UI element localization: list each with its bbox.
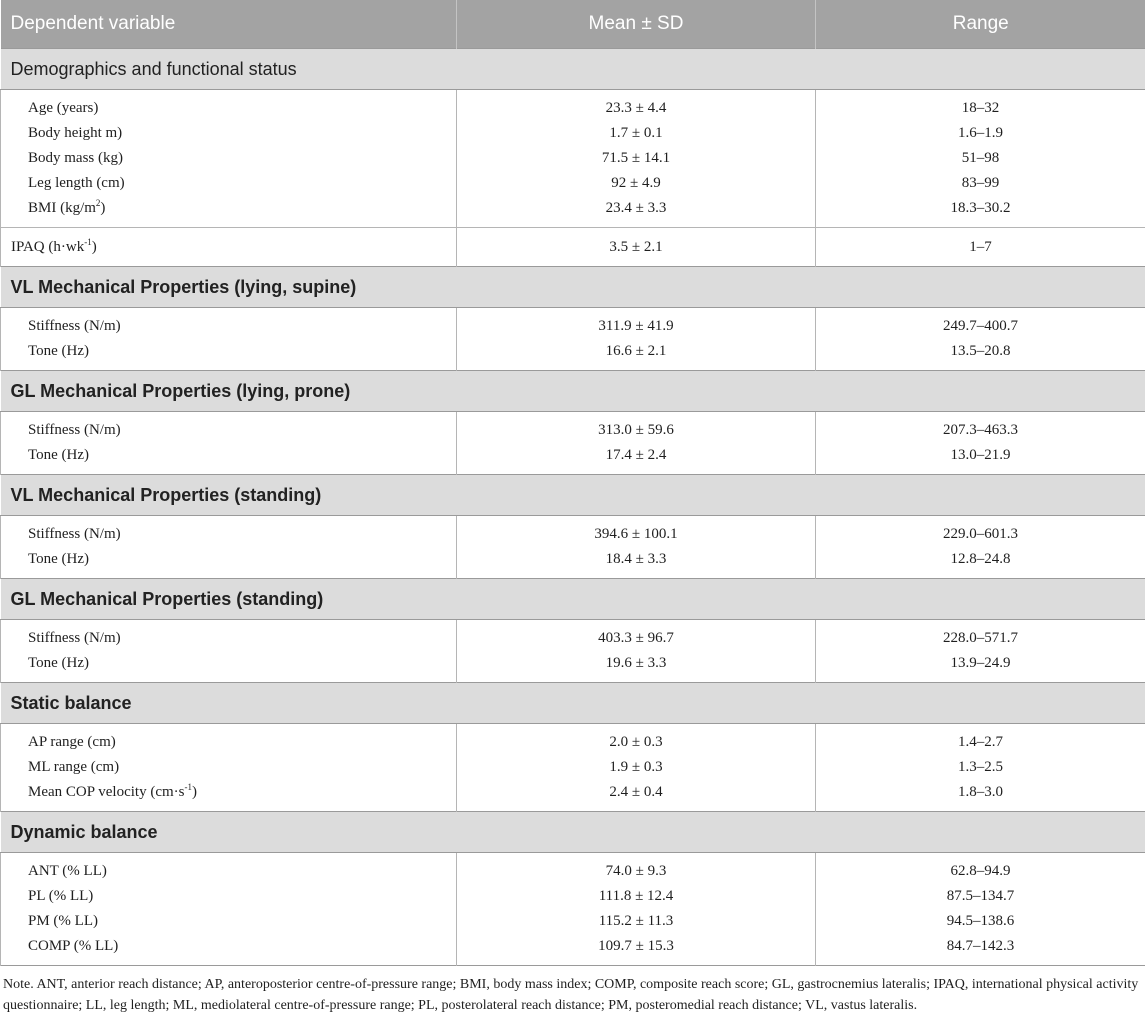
row-range: 1.3–2.5 bbox=[816, 755, 1145, 780]
label-superscript: -1 bbox=[84, 237, 92, 247]
row-label: Age (years) bbox=[1, 90, 457, 122]
row-label bbox=[1, 780, 457, 812]
row-mean: 17.4 ± 2.4 bbox=[457, 443, 816, 475]
row-label: Stiffness (N/m) bbox=[1, 412, 457, 444]
row-range: 51–98 bbox=[816, 146, 1145, 171]
row-mean: 1.7 ± 0.1 bbox=[457, 121, 816, 146]
label-text: IPAQ (h·wk bbox=[11, 239, 84, 255]
row-range: 18–32 bbox=[816, 90, 1145, 122]
header-dependent-variable: Dependent variable bbox=[1, 0, 457, 49]
row-label: Tone (Hz) bbox=[1, 651, 457, 683]
section-title: Demographics and functional status bbox=[1, 49, 1145, 90]
table-row bbox=[1, 196, 1145, 228]
label-text: Mean COP velocity (cm·s bbox=[28, 784, 185, 800]
header-mean-sd: Mean ± SD bbox=[457, 0, 816, 49]
section-title: VL Mechanical Properties (standing) bbox=[1, 475, 1145, 516]
row-mean: 394.6 ± 100.1 bbox=[457, 516, 816, 548]
row-range: 249.7–400.7 bbox=[816, 308, 1145, 340]
row-range: 228.0–571.7 bbox=[816, 620, 1145, 652]
table-row bbox=[1, 146, 1145, 171]
row-label: PL (% LL) bbox=[1, 884, 457, 909]
row-mean: 311.9 ± 41.9 bbox=[457, 308, 816, 340]
row-range: 87.5–134.7 bbox=[816, 884, 1145, 909]
row-mean: 109.7 ± 15.3 bbox=[457, 934, 816, 966]
label-text-end: ) bbox=[92, 239, 97, 255]
section-vl-lying bbox=[1, 267, 1145, 308]
row-mean: 3.5 ± 2.1 bbox=[457, 228, 816, 267]
row-label: ANT (% LL) bbox=[1, 853, 457, 885]
row-mean: 2.0 ± 0.3 bbox=[457, 724, 816, 756]
table-header-row bbox=[1, 0, 1145, 49]
row-mean: 1.9 ± 0.3 bbox=[457, 755, 816, 780]
table-row bbox=[1, 620, 1145, 652]
label-superscript: 2 bbox=[96, 198, 101, 208]
row-label: AP range (cm) bbox=[1, 724, 457, 756]
row-mean: 18.4 ± 3.3 bbox=[457, 547, 816, 579]
row-range: 1.4–2.7 bbox=[816, 724, 1145, 756]
row-label: Stiffness (N/m) bbox=[1, 308, 457, 340]
row-range: 1.6–1.9 bbox=[816, 121, 1145, 146]
table-row bbox=[1, 412, 1145, 444]
table-row bbox=[1, 516, 1145, 548]
section-title: VL Mechanical Properties (lying, supine) bbox=[1, 267, 1145, 308]
row-range: 207.3–463.3 bbox=[816, 412, 1145, 444]
row-label bbox=[1, 196, 457, 228]
row-range: 1–7 bbox=[816, 228, 1145, 267]
label-text: BMI (kg/m bbox=[28, 200, 96, 216]
row-mean: 403.3 ± 96.7 bbox=[457, 620, 816, 652]
table-footnote: Note. ANT, anterior reach distance; AP, anteroposterior centre-of-pressure range; BMI, body mass index; COMP, composite reach score; GL, gastrocnemius lateralis; IPAQ, international physical activity questionnaire; LL, leg length; ML, mediolateral centre-of-pressure range; PL, posterolateral reach distance; PM, posteromedial reach distance; VL, vastus lateralis. bbox=[0, 966, 1145, 1016]
table-row bbox=[1, 121, 1145, 146]
row-label: Stiffness (N/m) bbox=[1, 516, 457, 548]
row-range: 13.0–21.9 bbox=[816, 443, 1145, 475]
section-gl-standing bbox=[1, 579, 1145, 620]
row-mean: 74.0 ± 9.3 bbox=[457, 853, 816, 885]
table-row bbox=[1, 780, 1145, 812]
row-mean: 16.6 ± 2.1 bbox=[457, 339, 816, 371]
row-mean: 115.2 ± 11.3 bbox=[457, 909, 816, 934]
row-mean: 23.3 ± 4.4 bbox=[457, 90, 816, 122]
row-range: 83–99 bbox=[816, 171, 1145, 196]
row-range: 62.8–94.9 bbox=[816, 853, 1145, 885]
table-row bbox=[1, 171, 1145, 196]
row-range: 12.8–24.8 bbox=[816, 547, 1145, 579]
row-label bbox=[1, 228, 457, 267]
row-mean: 313.0 ± 59.6 bbox=[457, 412, 816, 444]
section-title: GL Mechanical Properties (lying, prone) bbox=[1, 371, 1145, 412]
section-vl-standing bbox=[1, 475, 1145, 516]
table-row bbox=[1, 724, 1145, 756]
table-row bbox=[1, 339, 1145, 371]
section-dynamic-balance bbox=[1, 812, 1145, 853]
table-row bbox=[1, 308, 1145, 340]
table-row bbox=[1, 909, 1145, 934]
row-label: Body height m) bbox=[1, 121, 457, 146]
row-mean: 2.4 ± 0.4 bbox=[457, 780, 816, 812]
row-label: Tone (Hz) bbox=[1, 547, 457, 579]
table-row bbox=[1, 884, 1145, 909]
section-title: Dynamic balance bbox=[1, 812, 1145, 853]
label-text-end: ) bbox=[100, 200, 105, 216]
row-mean: 92 ± 4.9 bbox=[457, 171, 816, 196]
table-row bbox=[1, 853, 1145, 885]
row-label: ML range (cm) bbox=[1, 755, 457, 780]
row-label: Tone (Hz) bbox=[1, 443, 457, 475]
table-row bbox=[1, 755, 1145, 780]
row-mean: 71.5 ± 14.1 bbox=[457, 146, 816, 171]
table-row-ipaq bbox=[1, 228, 1145, 267]
row-mean: 111.8 ± 12.4 bbox=[457, 884, 816, 909]
row-label: Tone (Hz) bbox=[1, 339, 457, 371]
table-row bbox=[1, 547, 1145, 579]
section-title: Static balance bbox=[1, 683, 1145, 724]
section-title: GL Mechanical Properties (standing) bbox=[1, 579, 1145, 620]
row-range: 13.5–20.8 bbox=[816, 339, 1145, 371]
table-row bbox=[1, 651, 1145, 683]
label-superscript: -1 bbox=[185, 782, 193, 792]
row-label: COMP (% LL) bbox=[1, 934, 457, 966]
row-range: 229.0–601.3 bbox=[816, 516, 1145, 548]
label-text-end: ) bbox=[192, 784, 197, 800]
row-mean: 19.6 ± 3.3 bbox=[457, 651, 816, 683]
row-label: Leg length (cm) bbox=[1, 171, 457, 196]
section-static-balance bbox=[1, 683, 1145, 724]
row-range: 13.9–24.9 bbox=[816, 651, 1145, 683]
table-row bbox=[1, 90, 1145, 122]
row-label: Stiffness (N/m) bbox=[1, 620, 457, 652]
section-gl-lying bbox=[1, 371, 1145, 412]
row-range: 84.7–142.3 bbox=[816, 934, 1145, 966]
table-row bbox=[1, 443, 1145, 475]
row-mean: 23.4 ± 3.3 bbox=[457, 196, 816, 228]
row-range: 1.8–3.0 bbox=[816, 780, 1145, 812]
header-range: Range bbox=[816, 0, 1145, 49]
row-range: 94.5–138.6 bbox=[816, 909, 1145, 934]
row-label: PM (% LL) bbox=[1, 909, 457, 934]
section-demographics bbox=[1, 49, 1145, 90]
table-row bbox=[1, 934, 1145, 966]
row-range: 18.3–30.2 bbox=[816, 196, 1145, 228]
row-label: Body mass (kg) bbox=[1, 146, 457, 171]
